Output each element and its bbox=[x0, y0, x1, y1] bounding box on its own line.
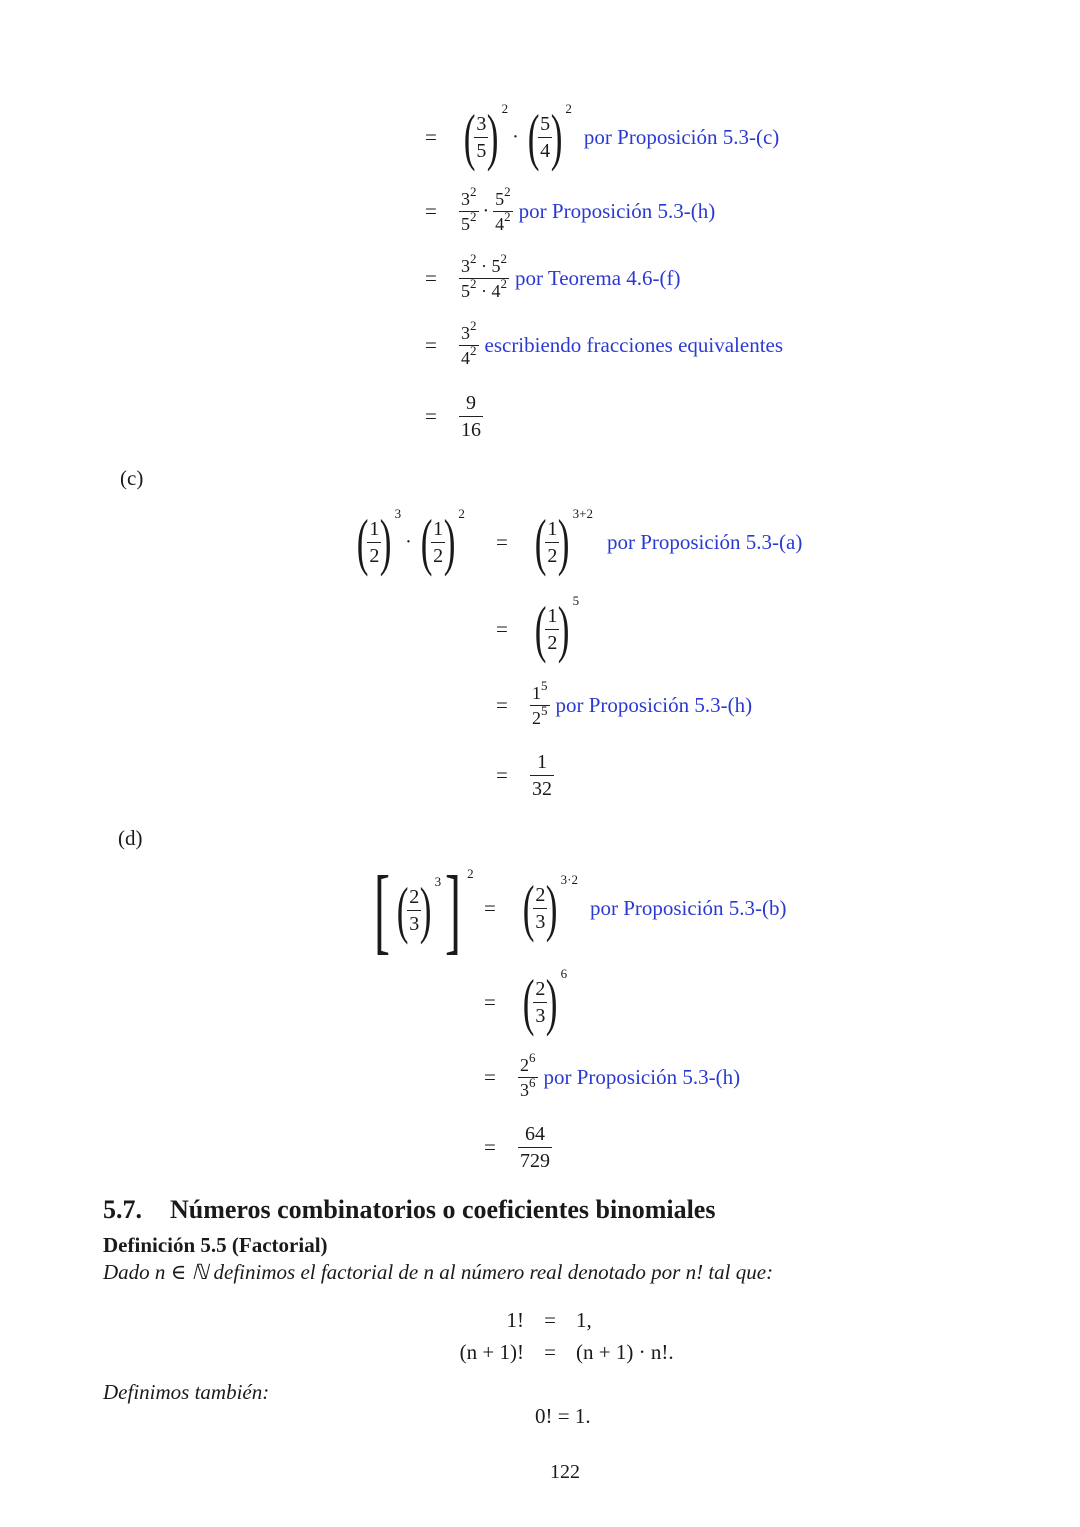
definition-heading: Definición 5.5 (Factorial) bbox=[103, 1233, 328, 1257]
d-line4: = $\frac{64}{729}$ bbox=[484, 1123, 550, 1172]
b-line2: = $\frac{3^2}{5^2}$ · $\frac{5^2}{4^2}$ por Proposición 5.3-(h) bbox=[425, 184, 716, 234]
factorial-equations: 1! = 1, (n + 1)! = (n + 1) · n!. bbox=[459, 1307, 674, 1364]
c-line4: = $\frac{1}{32}$ bbox=[496, 751, 552, 800]
section-title: Números combinatorios o coeficientes binomiales bbox=[170, 1195, 716, 1224]
reason-text: por Proposición 5.3-(h) bbox=[518, 199, 716, 223]
zero-factorial: 0! = 1. bbox=[535, 1404, 591, 1428]
d-lhs: [ ( $\frac{2}{3}$ ) 3 ] 2 bbox=[373, 856, 474, 963]
reason-text: por Proposición 5.3-(c) bbox=[583, 124, 780, 149]
reason-text: por Proposición 5.3-(b) bbox=[589, 895, 787, 920]
section-heading bbox=[103, 1195, 715, 1225]
c-lhs: ( $\frac{1}{2}$ ) 3 · ( $\frac{1}{2}$ ) 2 bbox=[356, 506, 465, 577]
c-line1: = ( $\frac{1}{2}$ ) 3+2 por Proposición 5.3-(a) bbox=[496, 506, 803, 577]
c-line3: = $\frac{1^5}{2^5}$ por Proposición 5.3-(h) bbox=[496, 678, 753, 728]
b-line1: = ( $\frac{3}{5}$ ) 2 · ( $\frac{5}{4}$ ) 2 por Proposición 5.3-(c) bbox=[425, 101, 780, 172]
definition-also: Definimos también: bbox=[103, 1380, 270, 1404]
reason-text: escribiendo fracciones equivalentes bbox=[484, 333, 784, 357]
section-number: 5.7. bbox=[103, 1195, 142, 1224]
page-number: 122 bbox=[550, 1461, 580, 1483]
d-line2: = ( $\frac{2}{3}$ ) 6 bbox=[484, 966, 568, 1037]
b-line4: = $\frac{3^2}{4^2}$ escribiendo fracciones equivalentes bbox=[425, 318, 784, 368]
reason-text: por Proposición 5.3-(a) bbox=[606, 529, 803, 554]
definition-text: Dado n ∈ ℕ definimos el factorial de n al número real denotado por n! tal que: bbox=[103, 1260, 774, 1284]
part-d-label: (d) bbox=[118, 826, 143, 850]
c-line2: = ( $\frac{1}{2}$ ) 5 bbox=[496, 593, 580, 664]
b-line3: = $\frac{3^2 \cdot 5^2}{5^2 \cdot 4^2}$ por Teorema 4.6-(f) bbox=[425, 251, 681, 301]
b-line5: = $\frac{9}{16}$ bbox=[425, 392, 481, 441]
reason-text: por Proposición 5.3-(h) bbox=[543, 1065, 741, 1089]
reason-text: por Proposición 5.3-(h) bbox=[555, 693, 753, 717]
d-line1: = ( $\frac{2}{3}$ ) 3·2 por Proposición 5.3-(b) bbox=[484, 872, 787, 943]
part-c-label: (c) bbox=[120, 466, 144, 490]
d-line3: = $\frac{2^6}{3^6}$ por Proposición 5.3-(h) bbox=[484, 1050, 741, 1100]
reason-text: por Teorema 4.6-(f) bbox=[515, 266, 681, 290]
